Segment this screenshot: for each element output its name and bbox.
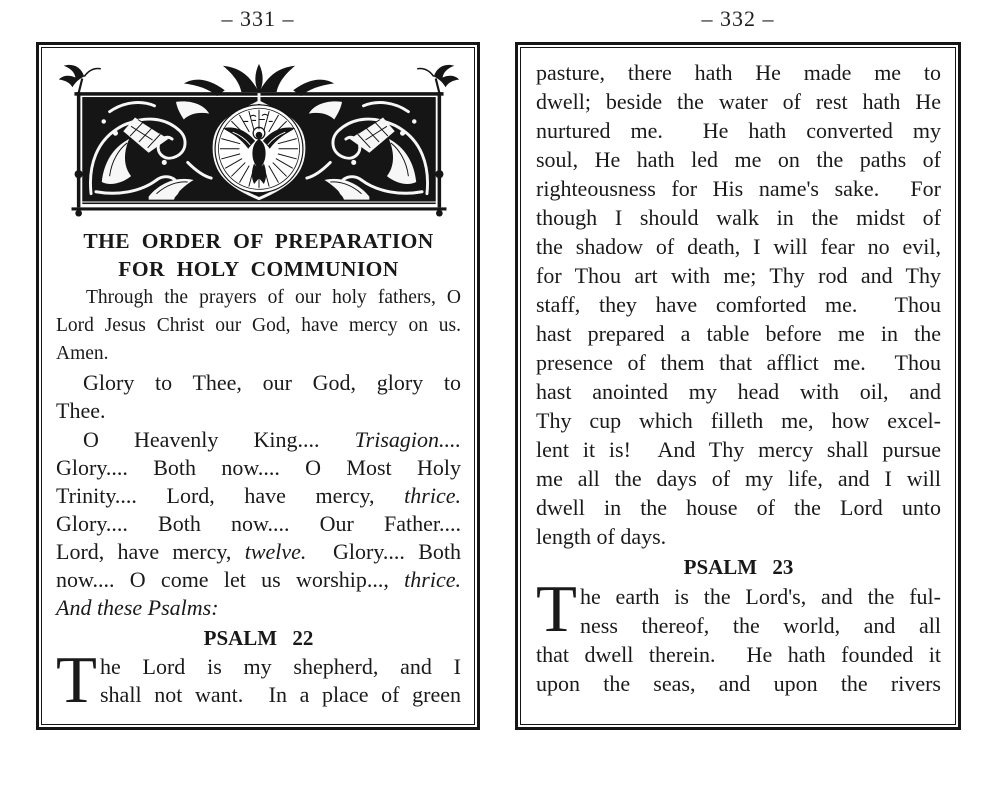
usual-beginning-paragraph <box>56 426 461 622</box>
psalm-23-heading: PSALM 23 <box>683 555 794 579</box>
page-332 <box>515 42 961 730</box>
psalm-22-heading: PSALM 22 <box>203 626 314 650</box>
text-line: Through the prayers of our holy fathers, O <box>86 287 461 308</box>
psalm-23-lines-beside-initial <box>580 582 941 640</box>
text-line: Amen. <box>56 343 109 364</box>
psalm-22-text <box>56 643 461 717</box>
text-line: lent it is! And Thy mercy shall pursue <box>536 437 941 462</box>
section-title <box>56 227 461 283</box>
section-title-line-2: FOR HOLY COMMUNION <box>118 257 399 281</box>
text-line: O Heavenly King.... Trisagion.... <box>83 427 461 452</box>
drop-cap-T: T <box>536 572 577 646</box>
text-line: that dwell therein. He hath founded it <box>536 642 941 667</box>
text-line: Thee. <box>56 398 106 423</box>
text-line: dwell; beside the water of rest hath He <box>536 89 941 114</box>
psalm-22-lines <box>100 653 461 709</box>
text-line: Glory.... Both now.... O Most Holy <box>56 455 461 480</box>
section-title-line-1: THE ORDER OF PREPARATION <box>83 229 434 253</box>
text-line: dwell in the house of the Lord unto <box>536 495 941 520</box>
text-line: righteousness for His name's sake. For <box>536 176 941 201</box>
text-line: though I should walk in the midst of <box>536 205 941 230</box>
page-332-content <box>520 47 956 725</box>
text-line: for Thou art with me; Thy rod and Thy <box>536 263 941 288</box>
text-line: nurtured me. He hath converted my <box>536 118 941 143</box>
text-line: hast anointed my head with oil, and <box>536 379 941 404</box>
text-line: Lord, have mercy, twelve. Glory.... Both <box>56 539 461 564</box>
glory-paragraph <box>56 369 461 425</box>
text-line: presence of them that afflict me. Thou <box>536 350 941 375</box>
text-line: pasture, there hath He made me to <box>536 60 941 85</box>
psalm-23-lines-full-width <box>536 640 941 698</box>
text-line: And these Psalms: <box>56 595 219 620</box>
text-line: staff, they have comforted me. Thou <box>536 292 941 317</box>
text-line: hast prepared a table before me in the <box>536 321 941 346</box>
page-number-331: – 331 – <box>221 6 295 31</box>
text-line: length of days. <box>536 524 667 549</box>
text-line: he Lord is my shepherd, and I <box>100 654 461 679</box>
text-line: ness thereof, the world, and all <box>580 613 941 638</box>
page-331-content <box>41 47 475 725</box>
drop-cap-T: T <box>56 643 97 717</box>
dove-headpiece-ornament <box>58 57 460 223</box>
page-number-332: – 332 – <box>701 6 775 31</box>
psalm-22-continuation <box>536 58 941 551</box>
text-line: Thy cup which filleth me, how excel- <box>536 408 941 433</box>
opening-rubric <box>56 284 461 368</box>
text-line: now.... O come let us worship..., thrice. <box>56 567 461 592</box>
text-line: Trinity.... Lord, have mercy, thrice. <box>56 483 461 508</box>
text-line: me all the days of my life, and I will <box>536 466 941 491</box>
text-line: upon the seas, and upon the rivers <box>536 671 941 696</box>
text-line: the shadow of death, I will fear no evil, <box>536 234 941 259</box>
text-line: he earth is the Lord's, and the ful- <box>580 584 941 609</box>
page-331 <box>36 42 480 730</box>
text-line: soul, He hath led me on the paths of <box>536 147 941 172</box>
text-line: Lord Jesus Christ our God, have mercy on us. <box>56 315 461 336</box>
text-line: Glory to Thee, our God, glory to <box>83 370 461 395</box>
psalm-23-text <box>536 572 941 646</box>
text-line: shall not want. In a place of green <box>100 682 461 707</box>
text-line: Glory.... Both now.... Our Father.... <box>56 511 461 536</box>
